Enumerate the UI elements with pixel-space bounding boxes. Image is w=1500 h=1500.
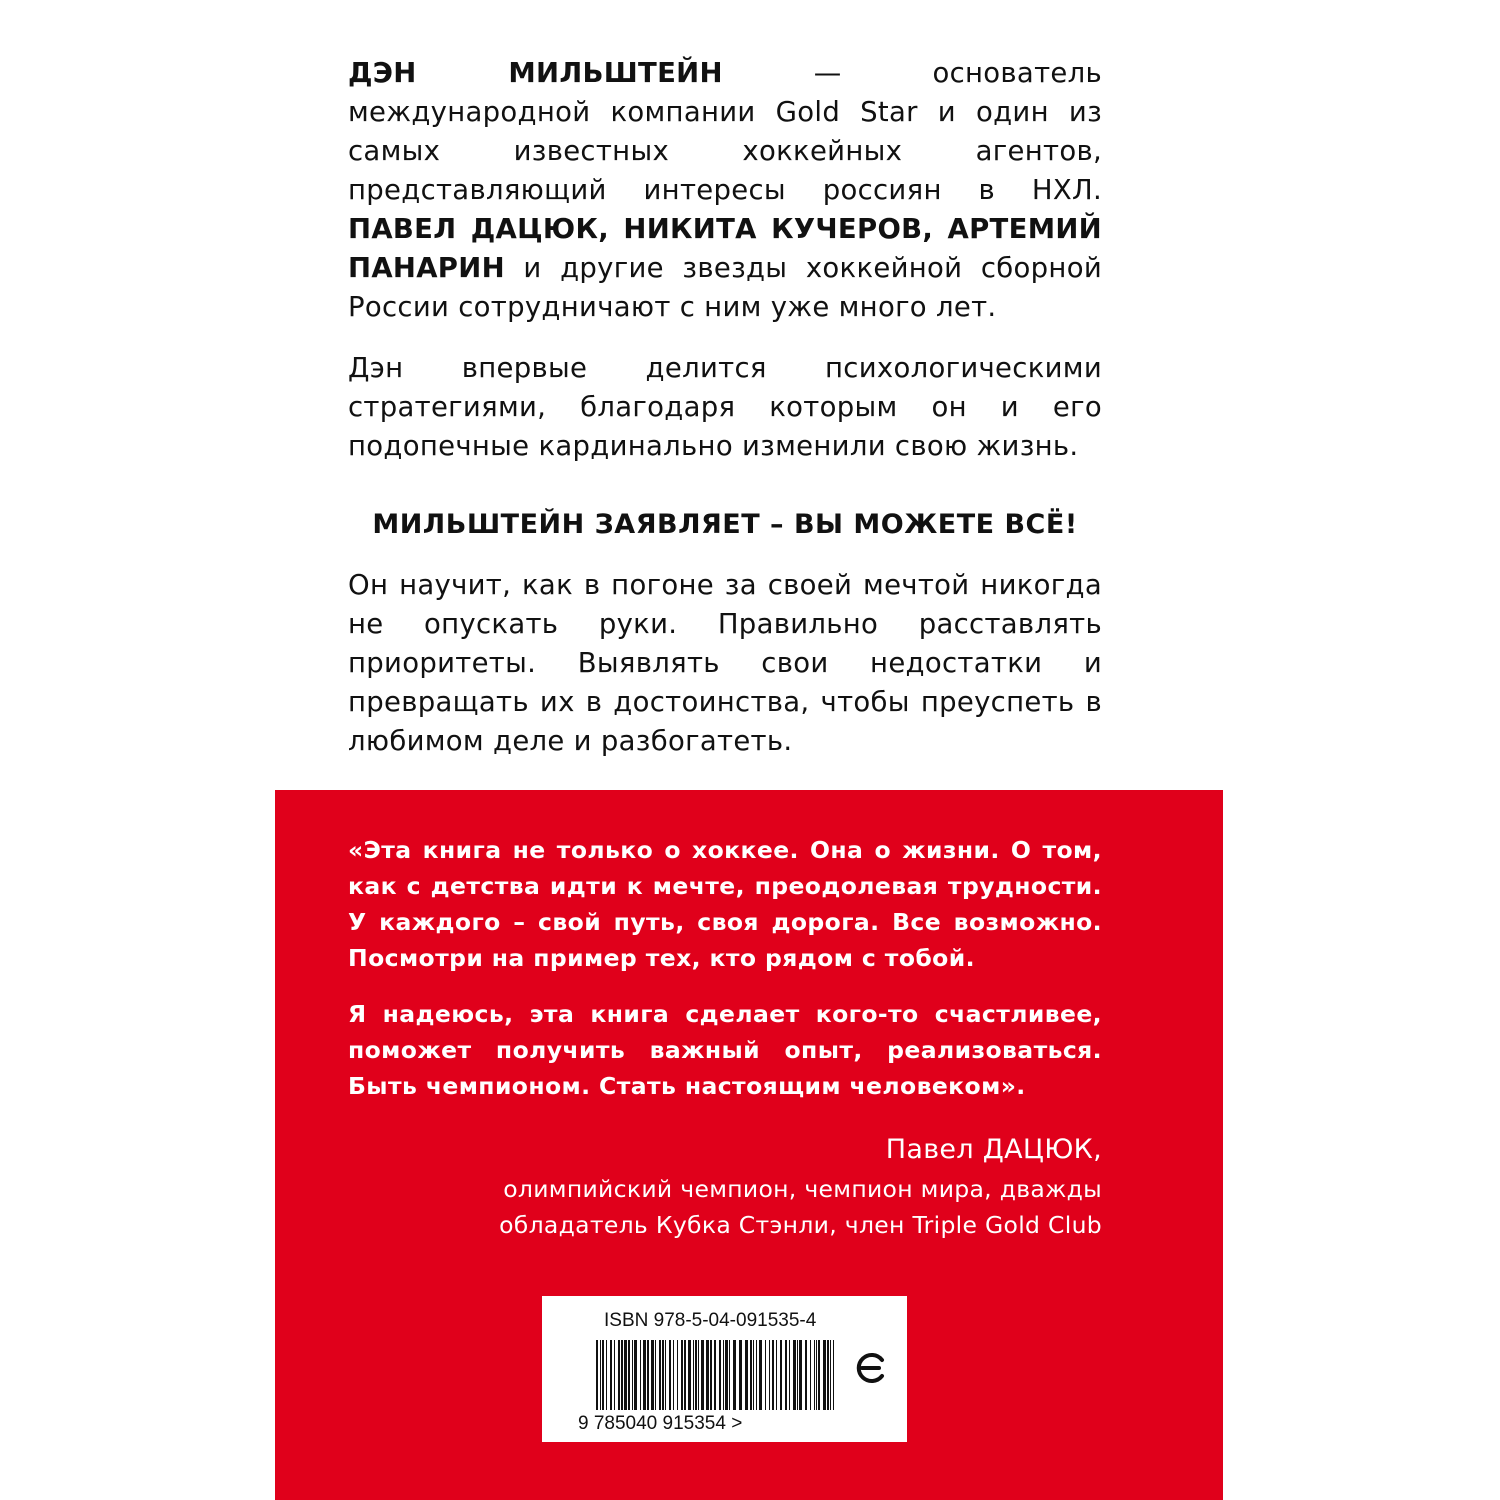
barcode-bar — [719, 1340, 721, 1410]
attribution-title-line-2: обладатель Кубка Стэнли, член Triple Gold Club — [499, 1211, 1102, 1239]
barcode-bar — [640, 1340, 641, 1410]
attribution-first-name: Павел — [885, 1134, 983, 1165]
barcode-bar — [833, 1340, 834, 1410]
barcode-bar — [634, 1340, 637, 1410]
barcode-bar — [830, 1340, 831, 1410]
author-name: ДЭН МИЛЬШТЕЙН — [348, 57, 723, 89]
barcode-bar — [818, 1340, 820, 1410]
barcode-bar — [621, 1340, 623, 1410]
barcode-bar — [733, 1340, 736, 1410]
quote-paragraph-2: Я надеюсь, эта книга сделает кого-то счастливее, поможет получить важный опыт, реализоваться. Быть чемпионом. Стать настоящим человеком». — [348, 1000, 1102, 1100]
barcode-bar — [669, 1340, 671, 1410]
barcode-bar — [810, 1340, 811, 1410]
barcode-bar — [618, 1340, 620, 1410]
barcode-bar — [628, 1340, 630, 1410]
intro-paragraph-1 — [348, 54, 1102, 327]
barcode-bar — [710, 1340, 712, 1410]
barcode-bar — [602, 1340, 604, 1410]
barcode-bar — [785, 1340, 787, 1410]
barcode-bar — [600, 1340, 601, 1410]
barcode-bar — [665, 1340, 666, 1410]
barcode-bar — [596, 1340, 598, 1410]
barcode-bar — [659, 1340, 661, 1410]
barcode-bar — [814, 1340, 815, 1410]
barcode-bar — [729, 1340, 730, 1410]
description-section — [348, 566, 1102, 761]
barcode-bar — [769, 1340, 770, 1410]
player-names: ПАВЕЛ ДАЦЮК, НИКИТА КУЧЕРОВ, АРТЕМИЙ ПАНАРИН — [348, 213, 1102, 284]
barcode-bar — [793, 1340, 796, 1410]
isbn-box — [542, 1296, 907, 1442]
barcode-bar — [655, 1340, 656, 1410]
attribution-last-name: ДАЦЮК, — [982, 1134, 1102, 1165]
barcode-bar — [789, 1340, 790, 1410]
description-paragraph: Он научит, как в погоне за своей мечтой никогда не опускать руки. Правильно расставлять приоритеты. Выявлять свои недостатки и превращать их в достоинства, чтобы преуспеть в любимом деле и разбогатеть. — [348, 569, 1102, 757]
barcode-bar — [714, 1340, 716, 1410]
barcode-icon — [576, 1336, 876, 1436]
barcode-bar — [632, 1340, 633, 1410]
barcode-bar — [739, 1340, 742, 1410]
intro-text-1: — основатель международной компании Gold Star и один из самых известных хоккейных агентов, представляющий интересы россиян в НХЛ. — [348, 57, 1102, 206]
barcode-bar — [647, 1340, 649, 1410]
barcode-bar — [725, 1340, 728, 1410]
barcode-bar — [753, 1340, 754, 1410]
quote-section — [348, 832, 1102, 1124]
intro-text-2: и другие звезды хоккейной сборной России сотрудничают с ним уже много лет. — [348, 252, 1102, 323]
attribution-name — [348, 1131, 1102, 1169]
barcode-digits: 9 785040 915354 > — [578, 1413, 743, 1434]
slogan-heading: МИЛЬШТЕЙН ЗАЯВЛЯЕТ – ВЫ МОЖЕТЕ ВСЁ! — [372, 509, 1078, 540]
barcode-bar — [750, 1340, 752, 1410]
barcode-bar — [698, 1340, 699, 1410]
barcode-bar — [693, 1340, 694, 1410]
barcode-bar — [677, 1340, 678, 1410]
barcode-bar — [614, 1340, 615, 1410]
barcode-bar — [797, 1340, 798, 1410]
barcode-bar — [651, 1340, 654, 1410]
barcode-bar — [695, 1340, 697, 1410]
barcode-bar — [706, 1340, 709, 1410]
barcode-bar — [776, 1340, 777, 1410]
barcode-bar — [723, 1340, 724, 1410]
quote-paragraph-1: «Эта книга не только о хоккее. Она о жизни. О том, как с детства идти к мечте, преодолевая трудности. У каждого – свой путь, своя дорога. Все возможно. Посмотри на пример тех, кто рядом с тобой. — [348, 836, 1102, 972]
barcode-bar — [805, 1340, 807, 1410]
isbn-label: ISBN 978-5-04-091535-4 — [604, 1310, 817, 1331]
barcode-bar — [780, 1340, 782, 1410]
barcode-bar — [816, 1340, 817, 1410]
quote-attribution — [348, 1131, 1102, 1243]
barcode-bar — [756, 1340, 757, 1410]
barcode-bar — [606, 1340, 607, 1410]
barcode-bar — [745, 1340, 748, 1410]
barcode-bar — [662, 1340, 664, 1410]
barcode-bar — [610, 1340, 612, 1410]
barcode-bar — [759, 1340, 762, 1410]
eksmo-logo-icon — [848, 1346, 892, 1390]
barcode-bar — [765, 1340, 766, 1410]
barcode-bar — [701, 1340, 704, 1410]
barcode-bar — [827, 1340, 829, 1410]
barcode-bar — [643, 1340, 646, 1410]
barcode-bar — [624, 1340, 627, 1410]
intro-paragraph-2: Дэн впервые делится психологическими стратегиями, благодаря которым он и его подопечные кардинально изменили свою жизнь. — [348, 352, 1102, 462]
barcode-bar — [823, 1340, 826, 1410]
barcode-bar — [673, 1340, 674, 1410]
barcode-bar — [684, 1340, 686, 1410]
barcode-bar — [799, 1340, 802, 1410]
attribution-title-line-1: олимпийский чемпион, чемпион мира, дважды — [503, 1175, 1102, 1203]
intro-section — [348, 54, 1102, 488]
barcode-bar — [681, 1340, 683, 1410]
barcode-bar — [772, 1340, 774, 1410]
barcode-bar — [688, 1340, 691, 1410]
